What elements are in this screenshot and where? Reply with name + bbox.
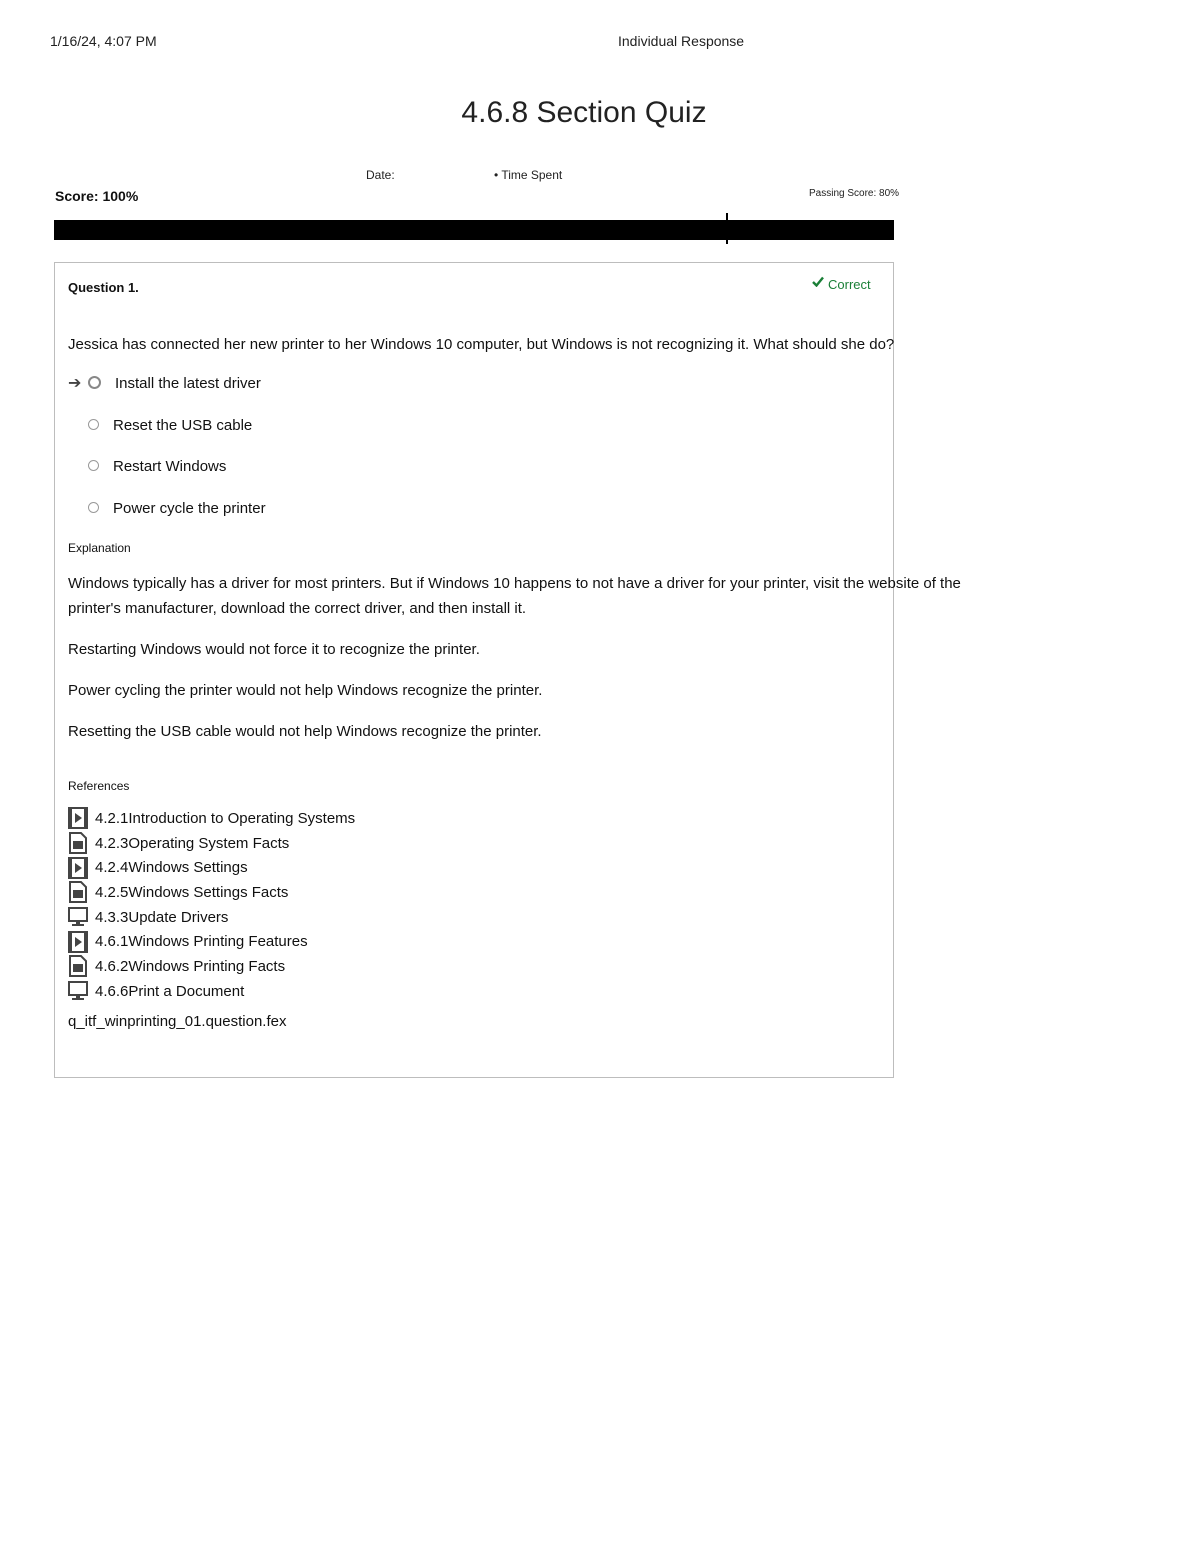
reference-title: Windows Settings (128, 859, 248, 877)
answer-label: Restart Windows (113, 458, 227, 475)
selected-arrow-icon: ➔ (68, 375, 82, 392)
video-icon (68, 857, 88, 879)
question-text: Jessica has connected her new printer to her Windows 10 computer, but Windows is not recognizing it. What should she do? (68, 336, 895, 353)
reference-number: 4.2.4 (95, 859, 129, 877)
print-doc-title: Individual Response (618, 33, 745, 49)
checkmark-icon (812, 276, 824, 287)
answer-option[interactable] (68, 500, 266, 542)
answer-option[interactable] (68, 375, 266, 417)
time-spent: • Time Spent (494, 168, 563, 182)
reference-number: 4.3.3 (95, 908, 129, 926)
reference-link[interactable] (68, 905, 355, 930)
explanation-paragraph: Power cycling the printer would not help Windows recognize the printer. (68, 682, 543, 699)
answer-label: Power cycle the printer (113, 499, 266, 517)
radio-selected-icon[interactable] (88, 376, 101, 389)
reference-number: 4.2.5 (95, 883, 129, 901)
reference-number: 4.2.3 (95, 834, 129, 852)
reference-number: 4.2.1 (95, 809, 129, 827)
reference-link[interactable] (68, 929, 355, 954)
explanation-paragraph: Resetting the USB cable would not help Windows recognize the printer. (68, 723, 542, 740)
answer-option[interactable] (68, 458, 266, 500)
document-icon (68, 832, 88, 854)
explanation-body (68, 571, 1008, 760)
reference-link[interactable] (68, 979, 355, 1004)
answer-label: Install the latest driver (115, 375, 261, 392)
question-file-name: q_itf_winprinting_01.question.fex (68, 1013, 287, 1030)
date-label: Date: (366, 168, 395, 182)
reference-title: Windows Printing Features (128, 933, 308, 951)
reference-title: Operating System Facts (128, 834, 290, 852)
radio-icon[interactable] (88, 502, 99, 513)
passing-marker (726, 213, 728, 244)
video-icon (68, 931, 88, 953)
reference-title: Update Drivers (128, 908, 229, 926)
passing-label: Passing Score: (809, 188, 877, 199)
document-icon (68, 881, 88, 903)
question-label: Question 1. (68, 280, 139, 295)
answer-option[interactable] (68, 417, 266, 459)
time-spent-label: Time Spent (501, 168, 563, 182)
score (55, 188, 138, 204)
explanation-paragraph: Restarting Windows would not force it to recognize the printer. (68, 641, 480, 658)
answer-label: Reset the USB cable (113, 416, 253, 434)
reference-title: Introduction to Operating Systems (128, 809, 356, 827)
radio-icon[interactable] (88, 419, 99, 430)
score-label: Score: (55, 188, 99, 204)
monitor-icon (68, 906, 88, 928)
explanation-paragraph: Windows typically has a driver for most printers. But if Windows 10 happens to not have a driver for your printer, visit the website of the printer's manufacturer, download the correct driver, and then install it. (68, 575, 961, 617)
passing-value: 80% (879, 188, 900, 199)
reference-link[interactable] (68, 954, 355, 979)
references-heading: References (68, 779, 130, 793)
reference-title: Windows Settings Facts (128, 883, 289, 901)
reference-number: 4.6.2 (95, 957, 129, 975)
references-list (68, 806, 355, 1004)
question-panel (54, 262, 961, 1078)
video-icon (68, 807, 88, 829)
answer-list (68, 375, 266, 541)
passing-score (809, 188, 899, 199)
explanation-heading: Explanation (68, 541, 131, 555)
reference-link[interactable] (68, 806, 355, 831)
score-bar (54, 220, 894, 240)
radio-icon[interactable] (88, 460, 99, 471)
reference-link[interactable] (68, 855, 355, 880)
status-text: Correct (828, 277, 871, 292)
print-datetime: 1/16/24, 4:07 PM (50, 33, 157, 49)
reference-link[interactable] (68, 831, 355, 856)
document-icon (68, 955, 88, 977)
reference-link[interactable] (68, 880, 355, 905)
page-title: 4.6.8 Section Quiz (461, 96, 707, 129)
score-value: 100% (102, 188, 139, 204)
monitor-icon (68, 980, 88, 1002)
reference-number: 4.6.1 (95, 933, 129, 951)
reference-title: Print a Document (128, 982, 245, 1000)
reference-title: Windows Printing Facts (128, 957, 286, 975)
correct-status (812, 277, 871, 292)
reference-number: 4.6.6 (95, 982, 129, 1000)
